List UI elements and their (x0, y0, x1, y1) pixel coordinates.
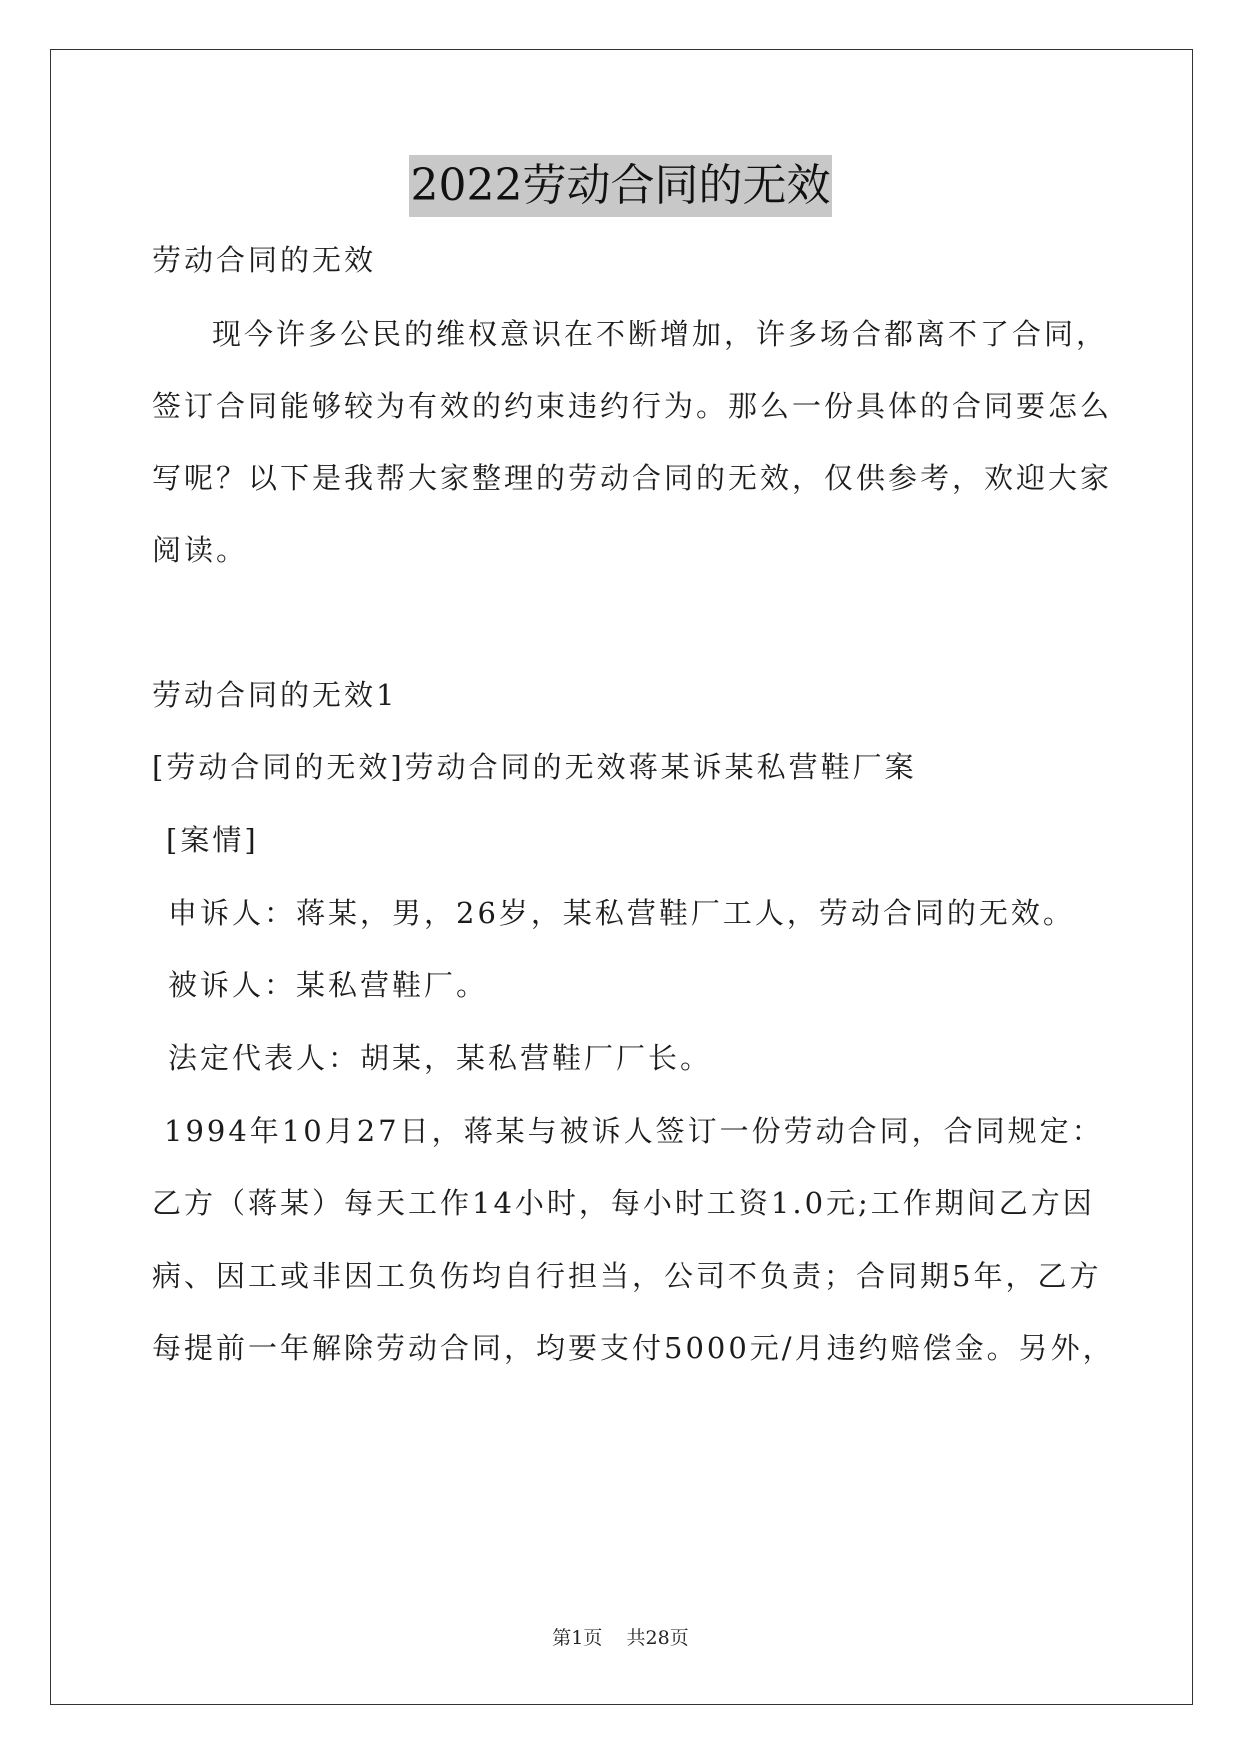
facts-line-4: 每提前一年解除劳动合同，均要支付5000元/月违约赔偿金。另外， (152, 1331, 1115, 1365)
appellant-line: 申诉人：蒋某，男，26岁，某私营鞋厂工人，劳动合同的无效。 (168, 896, 1075, 930)
facts-line-2: 乙方（蒋某）每天工作14小时，每小时工资1.0元;工作期间乙方因 (152, 1186, 1095, 1220)
facts-line-1: 1994年10月27日，蒋某与被诉人签订一份劳动合同，合同规定： (164, 1114, 1104, 1148)
document-title: 2022劳动合同的无效 (409, 155, 833, 217)
page-border (50, 49, 1193, 1705)
title-container (0, 155, 1241, 217)
section-heading: 劳动合同的无效1 (152, 678, 398, 712)
page-footer (0, 1625, 1241, 1651)
intro-line-3: 写呢？以下是我帮大家整理的劳动合同的无效，仅供参考，欢迎大家 (152, 461, 1113, 495)
legal-rep-line: 法定代表人：胡某，某私营鞋厂厂长。 (168, 1041, 713, 1075)
intro-line-2: 签订合同能够较为有效的约束违约行为。那么一份具体的合同要怎么 (152, 389, 1113, 423)
facts-line-3: 病、因工或非因工负伤均自行担当，公司不负责；合同期5年，乙方 (152, 1259, 1102, 1293)
respondent-line: 被诉人：某私营鞋厂。 (168, 968, 489, 1002)
case-title: [劳动合同的无效]劳动合同的无效蒋某诉某私营鞋厂案 (152, 750, 917, 784)
subtitle: 劳动合同的无效 (152, 243, 377, 277)
intro-line-4: 阅读。 (152, 533, 249, 567)
intro-line-1: 现今许多公民的维权意识在不断增加，许多场合都离不了合同， (212, 317, 1109, 351)
page-number: 第1页 (552, 1627, 603, 1649)
case-label: [案情] (166, 823, 259, 857)
page-total: 共28页 (626, 1627, 689, 1649)
